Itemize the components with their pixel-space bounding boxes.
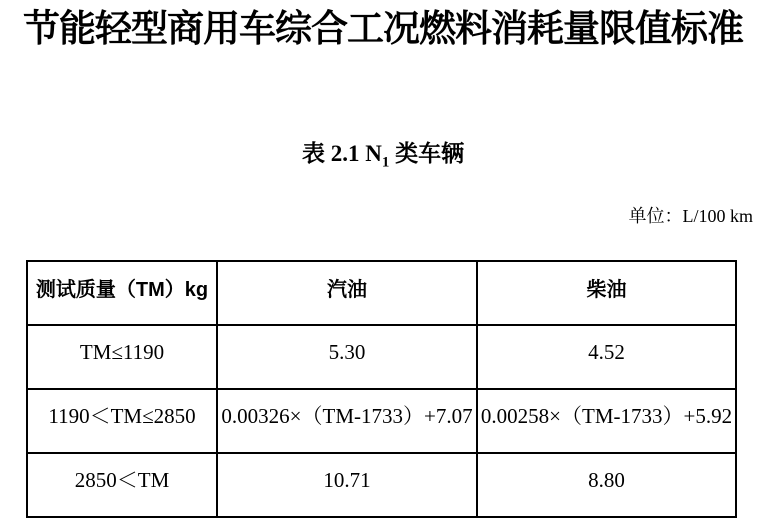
table-row	[27, 453, 736, 517]
header-test-mass: 测试质量（TM）kg	[27, 261, 217, 325]
cell-diesel-limit: 0.00258×（TM-1733）+5.92	[477, 389, 736, 453]
unit-label: 单位：L/100 km	[628, 206, 753, 226]
table-caption-prefix: 表 2.1 N	[301, 141, 382, 166]
document-title: 节能轻型商用车综合工况燃料消耗量限值标准	[23, 9, 743, 50]
table-row	[27, 389, 736, 453]
cell-diesel-limit: 4.52	[477, 325, 736, 389]
cell-mass-range: 2850＜TM	[27, 453, 217, 517]
cell-mass-range: TM≤1190	[27, 325, 217, 389]
table-caption	[0, 138, 766, 170]
table-caption-subscript: 1	[381, 154, 390, 171]
header-gasoline: 汽油	[217, 261, 477, 325]
fuel-consumption-limit-table	[26, 260, 737, 518]
cell-mass-range: 1190＜TM≤2850	[27, 389, 217, 453]
header-diesel: 柴油	[477, 261, 736, 325]
cell-gasoline-limit: 10.71	[217, 453, 477, 517]
cell-gasoline-limit: 5.30	[217, 325, 477, 389]
cell-gasoline-limit: 0.00326×（TM-1733）+7.07	[217, 389, 477, 453]
table-caption-suffix: 类车辆	[389, 141, 465, 166]
cell-diesel-limit: 8.80	[477, 453, 736, 517]
table-header-row	[27, 261, 736, 325]
table-row	[27, 325, 736, 389]
